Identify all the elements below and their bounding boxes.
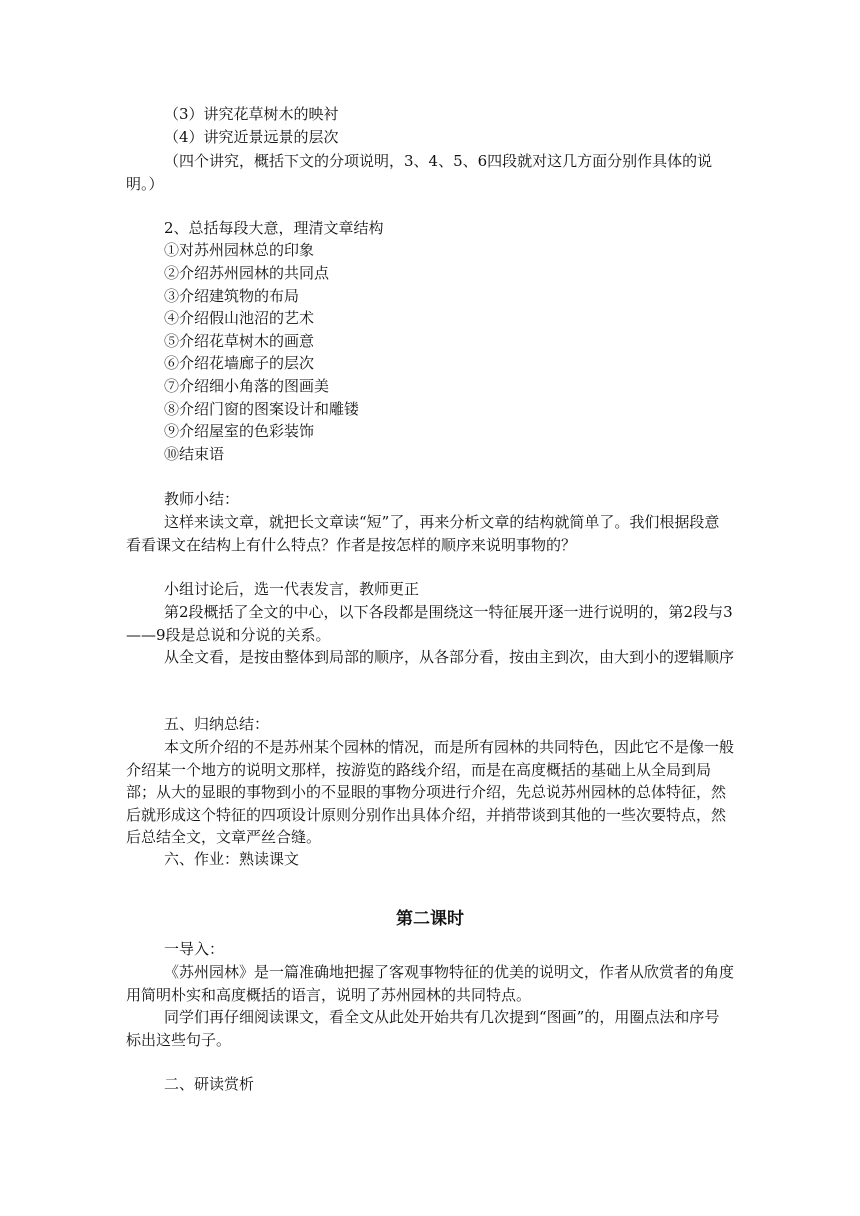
paragraph: 本文所介绍的不是苏州某个园林的情况，而是所有园林的共同特色，因此它不是像一般介绍某一个地方的说明文那样，按游览的路线介绍，而是在高度概括的基础上从全局到局部；从大的显眼的事物到小的不显眼的事物分项进行介绍，先总说苏州园林的总体特征，然后就形成这个特征的四项设计原则分别作出具体介绍，并捎带谈到其他的一些次要特点，然后总结全文，文章严丝合缝。 — [126, 738, 735, 846]
text-line: （4）讲究近景远景的层次 — [164, 128, 339, 146]
paragraph: 这样来读文章，就把长文章读“短”了，再来分析文章的结构就简单了。我们根据段意看看课文在结构上有什么特点？作者是按怎样的顺序来说明事物的？ — [126, 513, 720, 554]
paragraph: 同学们再仔细阅读课文，看全文从此处开始共有几次提到“图画”的，用圈点法和序号标出这些句子。 — [126, 1008, 720, 1049]
list-item: ①对苏州园林总的印象 — [164, 241, 315, 259]
section-heading: 二、研读赏析 — [164, 1075, 255, 1093]
paragraph: 第2段概括了全文的中心，以下各段都是围绕这一特征展开逐一进行说明的，第2段与3——9段是总说和分说的关系。 — [126, 603, 733, 644]
paragraph: 《苏州园林》是一篇准确地把握了客观事物特征的优美的说明文，作者从欣赏者的角度用简明朴实和高度概括的语言，说明了苏州园林的共同特点。 — [126, 963, 735, 1004]
list-item: ④介绍假山池沼的艺术 — [164, 309, 315, 327]
list-item: ②介绍苏州园林的共同点 — [164, 264, 330, 282]
section-heading: 2、总括每段大意，理清文章结构 — [164, 219, 384, 237]
list-item: ⑩结束语 — [164, 445, 225, 463]
section-heading: 五、归纳总结： — [164, 715, 270, 733]
section-heading: 教师小结： — [164, 490, 240, 508]
list-item: ⑨介绍屋室的色彩装饰 — [164, 422, 315, 440]
paragraph: 小组讨论后，选一代表发言，教师更正 — [164, 580, 420, 598]
text-line: （3）讲究花草树木的映衬 — [164, 105, 339, 123]
list-item: ⑦介绍细小角落的图画美 — [164, 377, 330, 395]
paragraph: （四个讲究，概括下文的分项说明，3、4、5、6四段就对这几方面分别作具体的说明。） — [126, 152, 713, 193]
lesson-title: 第二课时 — [396, 909, 464, 929]
list-item: ⑤介绍花草树木的画意 — [164, 332, 315, 350]
list-item: ③介绍建筑物的布局 — [164, 287, 300, 305]
section-heading: 六、作业：熟读课文 — [164, 850, 300, 868]
list-item: ⑧介绍门窗的图案设计和雕镂 — [164, 400, 360, 418]
section-heading: 一导入： — [164, 940, 225, 958]
list-item: ⑥介绍花墙廊子的层次 — [164, 354, 315, 372]
paragraph: 从全文看，是按由整体到局部的顺序，从各部分看，按由主到次，由大到小的逻辑顺序 — [164, 648, 735, 666]
